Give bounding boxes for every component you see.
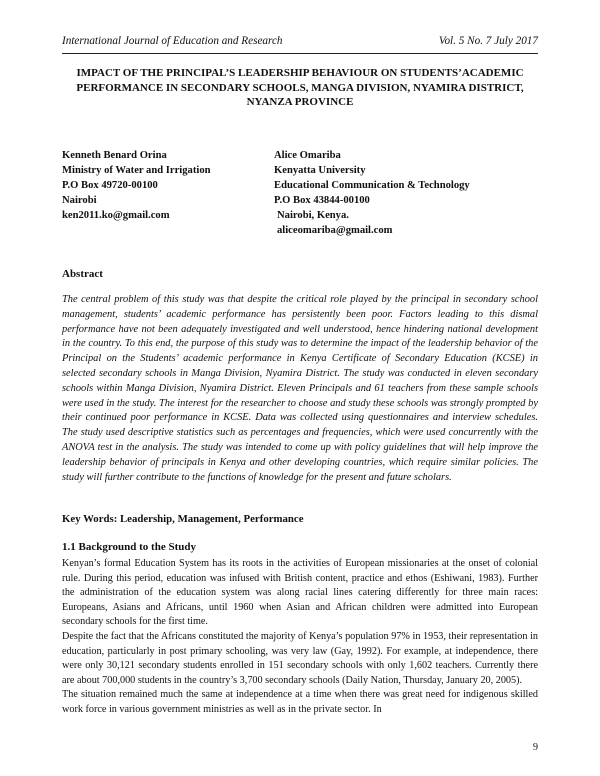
paragraph: Despite the fact that the Africans constituted the majority of Kenya’s population 97% in 1953, their representation in education, particularly in post primary schooling, was very law (Gay, 1992). For example, at independence, there were only 30,121 secondary students enrolled in 151 secondary schools with only 1,602 teachers. Currently there are about 700,000 students in the country’s 3,700 secondary schools (Daily Nation, Thursday, January 20, 2005). [62,630,538,686]
author-name: Kenneth Benard Orina [62,150,167,161]
abstract-heading: Abstract [62,268,103,280]
paragraph: The situation remained much the same at independence at a time when there was great need for indigenous skilled work force in various government ministries as well as in the private sector. In [62,689,538,715]
keywords: Key Words: Leadership, Management, Performance [62,513,304,525]
author-address: P.O Box 49720-00100 [62,180,158,191]
header-divider [62,53,538,54]
section-body [62,557,538,718]
volume-issue: Vol. 5 No. 7 July 2017 [438,35,538,47]
author-email: ken2011.ko@gmail.com [62,210,170,221]
author-block [62,148,534,238]
paragraph: Kenyan’s formal Education System has its roots in the activities of European missionaries at the onset of colonial rule. During this period, education was infused with British content, practice and ethos (Eshiwani, 1983). Further the administration of the education system was along racial lines catering differently for three main races: Europeans, Asians and Africans, until 1960 when Asian and African children were admitted into European secondary schools for the first time. [62,558,538,628]
author-affiliation: Kenyatta University [274,165,366,176]
section-heading: 1.1 Background to the Study [62,541,196,553]
paper-title: IMPACT OF THE PRINCIPAL’S LEADERSHIP BEHAVIOUR ON STUDENTS’ACADEMIC PERFORMANCE IN SECONDARY SCHOOLS, MANGA DIVISION, NYAMIRA DISTRICT, NYANZA PROVINCE [76,67,524,108]
page-number: 9 [533,742,538,753]
author-name: Alice Omariba [274,150,341,161]
abstract-text: The central problem of this study was that despite the critical role played by the principal in secondary school management, students’ academic performance has persistently been poor. Factors leading to this dismal performance have not been adequately investigated and well understood, hence hindering national development in the country. To this end, the purpose of this study was to determine the impact of the leadership behavior of the Principal on the Students’ academic performance in Kenya Certificate of Secondary Education (KCSE) in selected secondary schools in Manga Division, Nyamira District. The study was conducted in eleven secondary schools within Manga Division, Nyamira District. Eleven Principals and 61 teachers from these sample schools were used in the study. The interest for the researcher to choose and study these schools was strongly prompted by their continued poor performance in KCSE. Data was collected using questionnaires and interview schedules. The study used descriptive statistics such as percentages and frequencies, which were used concurrently with the ANOVA test in the analysis. The study was intended to come up with policy guidelines that will help improve the leadership behavior of principals in Kenya and other developing countries, which require similar policies. The study will further contribute to the functions of knowledge for the present and future scholars. [62,294,538,483]
journal-name: International Journal of Education and Research [62,35,283,47]
author-address: P.O Box 43844-00100 [274,195,370,206]
author-2 [274,148,534,238]
author-city: Nairobi, Kenya. [277,210,349,221]
author-email: aliceomariba@gmail.com [277,225,393,236]
author-department: Educational Communication & Technology [274,180,470,191]
author-affiliation: Ministry of Water and Irrigation [62,165,211,176]
author-1 [62,148,274,238]
running-header [62,35,538,47]
author-city: Nairobi [62,195,97,206]
